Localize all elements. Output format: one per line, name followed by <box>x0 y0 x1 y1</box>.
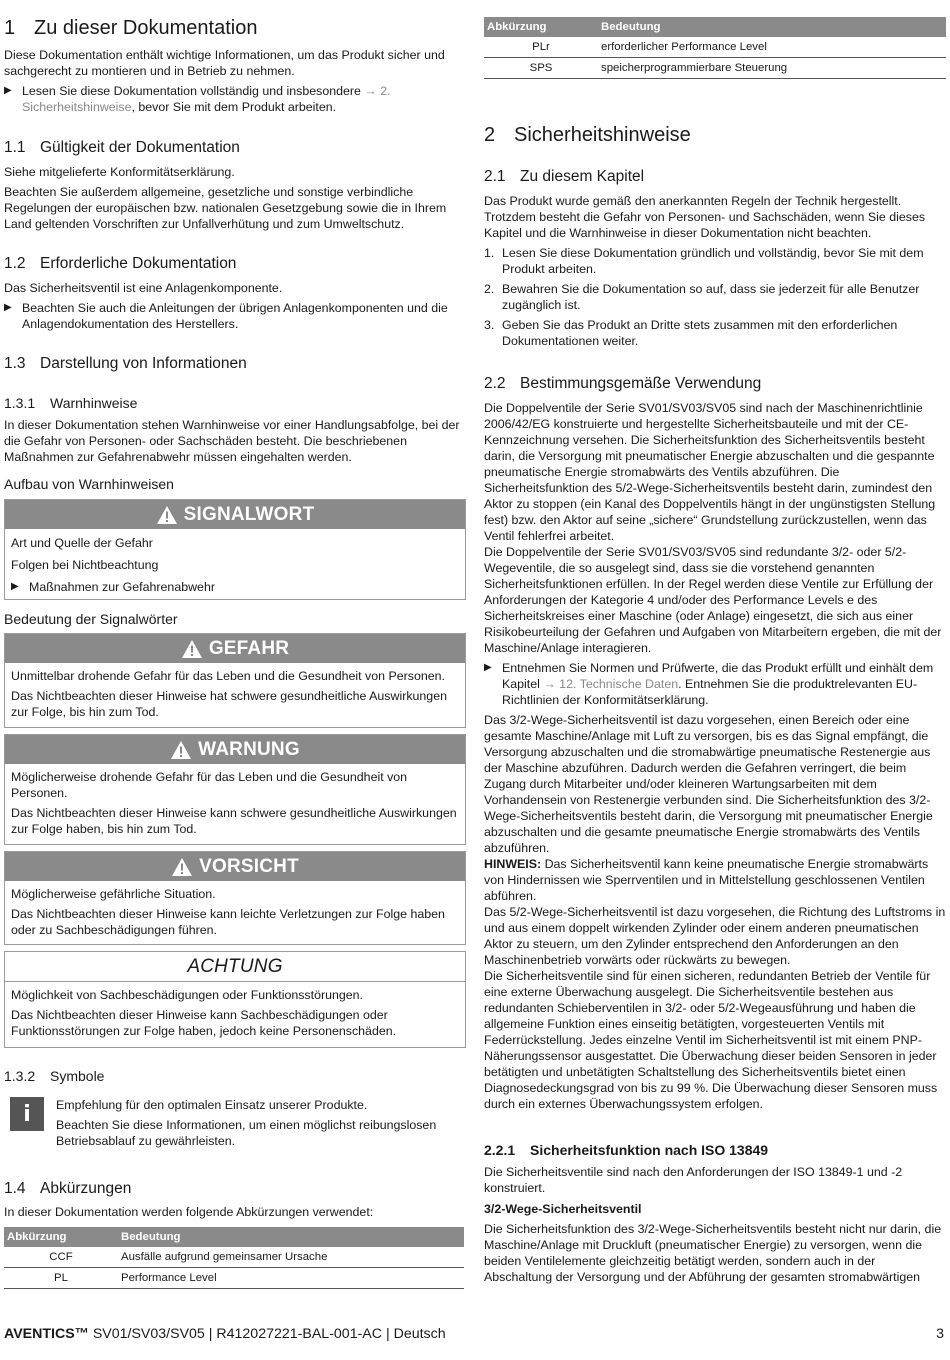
heading-1-4 <box>4 1179 466 1199</box>
heading-number: 1.3.2 <box>4 1068 36 1084</box>
heading-number: 1.3.1 <box>4 395 36 411</box>
notice-box <box>4 951 466 1048</box>
heading-2 <box>484 123 691 147</box>
table-row <box>484 37 946 58</box>
section-1-1 <box>4 138 466 232</box>
paragraph: Das Sicherheitsventil ist eine Anlagenkomponente. <box>4 281 283 295</box>
info-icon <box>10 1097 44 1131</box>
section-1 <box>4 16 466 115</box>
bullet-text: Lesen Sie diese Dokumentation vollständig und insbesondere <box>22 84 365 98</box>
caution-box <box>4 851 466 945</box>
heading-1-3 <box>4 354 466 374</box>
paragraph: Beachten Sie außerdem allgemeine, gesetzliche und sonstige verbindliche Regelungen der europäischen bzw. nationalen Gesetzgebung sowie die in Ihrem Land geltenden Vorschriften zur Unfallverhütung und zum Umweltschutz. <box>4 185 447 231</box>
bullet-text: . Entnehmen Sie die produktrelevanten EU-Richtlinien der Konformitätserklärung. <box>502 677 918 707</box>
warning-header <box>5 735 465 764</box>
hazard-source-text: Art und Quelle der Gefahr <box>11 536 153 550</box>
signal-word: VORSICHT <box>199 855 299 877</box>
column-header: Bedeutung <box>118 1227 464 1247</box>
section-2-1 <box>484 167 946 353</box>
brand-name: AVENTICS™ <box>4 1326 89 1342</box>
column-header: Bedeutung <box>598 17 946 37</box>
paragraph: In dieser Dokumentation werden folgende Abkürzungen verwendet: <box>4 1205 374 1219</box>
bullet-item <box>4 83 466 115</box>
heading-2-2 <box>484 374 946 394</box>
consequence-text: Folgen bei Nichtbeachtung <box>11 558 159 572</box>
paragraph: Die Doppelventile der Serie SV01/SV03/SV05 sind nach der Maschinenrichtlinie 2006/42/EG konstruierte und hergestellte Sicherheitsbauteile und mit der CE-Kennzeichnung versehen. Die Sicherheitsfunktion des Sicherheitsventils besteht darin, die Versorgung mit pneumatischer Energie abzuschalten und die gespannte pneumatische Energie stromabwärts des Ventils abzuführen. Die Sicherheitsfunktion des 5/2-Wege-Sicherheitsventils besteht darin, zumindest den Aktor zu stoppen (ein Kanal des Doppelventils hängt in der ungünstigsten Stellung fest) bzw. den Aktor auf seine „sichere“ Grundstellung zurückzustellen, wenn das Ventil fehlerfrei arbeitet. <box>484 401 936 543</box>
warning-structure-box <box>4 499 466 600</box>
heading-number: 2.2 <box>484 375 506 392</box>
triangle-bullet-icon: ▶ <box>11 581 19 592</box>
table-cell: erforderlicher Performance Level <box>598 37 946 58</box>
warning-box <box>4 734 466 845</box>
heading-title: Symbole <box>50 1068 105 1084</box>
paragraph: Das Nichtbeachten dieser Hinweise kann leichte Verletzungen zur Folge haben oder zu Sachbeschädigungen führen. <box>11 907 445 937</box>
triangle-bullet-icon: ▶ <box>484 662 492 673</box>
heading-title: Zu dieser Dokumentation <box>34 17 258 39</box>
subheading: Bedeutung der Signalwörter <box>4 611 178 627</box>
heading-title: Abkürzungen <box>40 1180 132 1197</box>
page-number: 3 <box>936 1326 944 1342</box>
heading-number: 1.1 <box>4 139 26 156</box>
heading-title: Zu diesem Kapitel <box>520 168 645 185</box>
note-label: HINWEIS: <box>484 857 542 871</box>
heading-number: 1.3 <box>4 355 26 372</box>
paragraph: Möglichkeit von Sachbeschädigungen oder Funktionsstörungen. <box>11 988 363 1002</box>
cross-reference-link[interactable]: → 2. Sicherheitshinweise <box>22 84 391 114</box>
abbreviations-table-2 <box>484 17 946 79</box>
triangle-bullet-icon: ▶ <box>4 302 12 313</box>
heading-title: Sicherheitsfunktion nach ISO 13849 <box>530 1142 769 1158</box>
warning-triangle-icon <box>171 857 193 877</box>
subheading: Aufbau von Warnhinweisen <box>4 476 174 492</box>
paragraph: Unmittelbar drohende Gefahr für das Leben und die Gesundheit von Personen. <box>11 669 445 683</box>
paragraph: Das 5/2-Wege-Sicherheitsventil ist dazu vorgesehen, die Richtung des Luftstroms in und aus einem doppelt wirkenden Zylinder oder einem anderen pneumatischen Aktor zu steuern, um den Zylinder entsprechend den Anforderungen an den Maschinenbetrieb vorwärts oder rückwärts zu bewegen. <box>484 905 946 967</box>
heading-1-1 <box>4 138 466 158</box>
list-number: 2. <box>484 282 495 296</box>
note-text: Das Sicherheitsventil kann keine pneumatische Energie stromabwärts von Hindernissen wie Sperrventilen und in Mittelstellung geschlossenen Ventilen abführen. <box>484 857 929 903</box>
table-cell: PL <box>4 1268 118 1289</box>
section-1-3-2 <box>4 1067 466 1085</box>
page-footer <box>4 1326 946 1342</box>
table-row <box>4 1268 464 1289</box>
list-item <box>484 245 946 277</box>
signal-word-header <box>5 500 465 529</box>
list-text: Geben Sie das Produkt an Dritte stets zusammen mit den erforderlichen Dokumentationen weiter. <box>502 318 898 348</box>
section-1-4 <box>4 1179 466 1220</box>
signal-word: WARNUNG <box>198 738 300 760</box>
section-2-2-1 <box>484 1141 946 1285</box>
heading-1-3-1 <box>4 394 466 412</box>
paragraph: Die Doppelventile der Serie SV01/SV03/SV05 sind redundante 3/2- oder 5/2-Wegeventile, die so ausgelegt sind, dass sie die vorstehend genannten Sicherheitsfunktionen erfüllen. In der Regel werden diese Ventile zur Erfüllung der Anforderungen der Kategorie 4 und/oder des Performance Levels e des Sicherheitskreises einer Maschine (oder Anlage) eingesetzt, die sich aus einer Risikobeurteilung der Gefahren und Aufgaben von Mitarbeitern ergeben, die mit der Maschine/Anlage interagieren. <box>484 545 942 655</box>
triangle-bullet-icon: ▶ <box>4 85 12 96</box>
heading-number: 2 <box>484 124 496 146</box>
paragraph: Das 3/2-Wege-Sicherheitsventil ist dazu vorgesehen, einen Bereich oder eine gesamte Maschine/Anlage mit Luft zu versorgen, bis es das Signal empfängt, die Versorgung abzuschalten und die stromabwärtige pneumatische Restenergie aus der Maschine abzuführen. Dadurch werden die Gefahren verringert, die beim Zugang durch Mitarbeiter und/oder kleineren Wartungsarbeiten mit dem Vorhandensein von Restenergie verbunden sind. Die Sicherheitsfunktion des 3/2-Wege-Sicherheitsventils besteht darin, die Versorgung mit pneumatischer Energie abzuschalten und die gesamte pneumatische Energie stromabwärts des Ventils abzuführen. <box>484 713 933 855</box>
bullet-text: Entnehmen Sie Normen und Prüfwerte, die das Produkt erfüllt und einhält dem Kapitel <box>502 661 934 691</box>
warning-triangle-icon <box>170 740 192 760</box>
list-number: 3. <box>484 318 495 332</box>
subheading: 3/2-Wege-Sicherheitsventil <box>484 1202 642 1216</box>
paragraph: Das Nichtbeachten dieser Hinweise kann Sachbeschädigungen oder Funktionsstörungen zur Folge haben, jedoch keine Personenschäden. <box>11 1008 397 1038</box>
section-1-3 <box>4 354 466 374</box>
heading-title: Bestimmungsgemäße Verwendung <box>520 375 762 392</box>
column-header: Abkürzung <box>4 1227 118 1247</box>
cross-reference-link[interactable]: → 12. Technische Daten <box>543 677 679 691</box>
table-header-row <box>484 17 946 37</box>
heading-number: 1.2 <box>4 255 26 272</box>
paragraph: Diese Dokumentation enthält wichtige Informationen, um das Produkt sicher und sachgerecht zu montieren und in Betrieb zu nehmen. <box>4 48 445 78</box>
note-paragraph <box>484 856 946 904</box>
signal-word: GEFAHR <box>208 637 290 659</box>
paragraph: Die Sicherheitsventile sind für einen sicheren, redundanten Betrieb der Ventile für eine externe Überwachung ausgelegt. Die Sicherheitsventile bestehen aus redundanten Schieberventilen in 3/2- oder 5/2-Wegeausführung und haben die allgemeine Funktion eines einseitig betätigten, vorgesteuerten Ventils mit Federrückstellung. Jedes einzelne Ventil im Sicherheitsventil ist mit einem PNP-Näherungssensor ausgestattet. Die Überwachung dieser beiden Sensoren in jeder betätigten und unbetätigten Schaltstellung des Sicherheitsventils bietet einen Diagnosedeckungsgrad von bis zu 99 %. Die Überwachung dieser Sensoren muss durch ein externes Überwachungssystem erfolgen. <box>484 969 938 1111</box>
bullet-text: Beachten Sie auch die Anleitungen der übrigen Anlagenkomponenten und die Anlagendokumentation des Herstellers. <box>22 301 448 331</box>
section-1-2 <box>4 254 466 332</box>
bullet-text: Maßnahmen zur Gefahrenabwehr <box>29 580 215 594</box>
paragraph: In dieser Dokumentation stehen Warnhinweise vor einer Handlungsabfolge, bei der die Gefahr von Personen- oder Sachschäden besteht. Die beschriebenen Maßnahmen zur Gefahrenabwehr müssen eingehalten werden. <box>4 418 460 464</box>
paragraph: Das Nichtbeachten dieser Hinweise kann schwere gesundheitliche Auswirkungen zur Folge haben, bis hin zum Tod. <box>11 806 457 836</box>
paragraph: Empfehlung für den optimalen Einsatz unserer Produkte. <box>56 1098 368 1112</box>
list-text: Lesen Sie diese Dokumentation gründlich und vollständig, bevor Sie mit dem Produkt arbeiten. <box>502 246 924 276</box>
heading-number: 1.4 <box>4 1180 26 1197</box>
table-cell: SPS <box>484 58 598 79</box>
heading-number: 1 <box>4 17 16 39</box>
table-cell: Ausfälle aufgrund gemeinsamer Ursache <box>118 1247 464 1268</box>
heading-2-2-1 <box>484 1141 946 1159</box>
heading-2-1 <box>484 167 946 187</box>
bullet-item <box>11 579 459 595</box>
list-item <box>484 281 946 313</box>
paragraph: Siehe mitgelieferte Konformitätserklärung. <box>4 165 235 179</box>
heading-1-3-2 <box>4 1067 466 1085</box>
section-2-2 <box>484 374 946 1112</box>
list-number: 1. <box>484 246 495 260</box>
list-item <box>484 317 946 349</box>
table-row <box>4 1247 464 1268</box>
paragraph: Die Sicherheitsventile sind nach den Anforderungen der ISO 13849-1 und -2 konstruiert. <box>484 1165 903 1195</box>
paragraph: Beachten Sie diese Informationen, um einen möglichst reibungslosen Betriebsablauf zu gewährleisten. <box>56 1118 437 1148</box>
table-cell: PLr <box>484 37 598 58</box>
list-text: Bewahren Sie die Dokumentation so auf, dass sie jederzeit für alle Benutzer zugänglich ist. <box>502 282 920 312</box>
paragraph: Das Nichtbeachten dieser Hinweise hat schwere gesundheitliche Auswirkungen zur Folge, bis hin zum Tod. <box>11 689 447 719</box>
heading-title: Darstellung von Informationen <box>40 355 247 372</box>
bullet-item <box>484 660 946 708</box>
column-header: Abkürzung <box>484 17 598 37</box>
table-cell: Performance Level <box>118 1268 464 1289</box>
danger-header <box>5 634 465 663</box>
numbered-list <box>484 245 946 349</box>
heading-title: Erforderliche Dokumentation <box>40 255 237 272</box>
table-cell: CCF <box>4 1247 118 1268</box>
bullet-item <box>4 300 466 332</box>
info-icon-glyph: i <box>23 1101 31 1127</box>
signal-word: ACHTUNG <box>187 955 283 977</box>
heading-title: Sicherheitshinweise <box>514 124 691 146</box>
table-row <box>484 58 946 79</box>
danger-box <box>4 633 466 728</box>
paragraph: Möglicherweise drohende Gefahr für das Leben und die Gesundheit von Personen. <box>11 770 408 800</box>
table-header-row <box>4 1227 464 1247</box>
heading-1 <box>4 16 466 40</box>
caution-header <box>5 852 465 881</box>
paragraph: Die Sicherheitsfunktion des 3/2-Wege-Sicherheitsventils besteht nicht nur darin, die Maschine/Anlage mit Druckluft (pneumatischer Energie) zu versorgen, wenn die beiden Ventilelemente gleichzeitig betätigt werden, sondern auch in der Abschaltung der Versorgung und der Abführung der gesamten stromabwärtigen <box>484 1222 942 1284</box>
heading-number: 2.1 <box>484 168 506 185</box>
table-cell: speicherprogrammierbare Steuerung <box>598 58 946 79</box>
paragraph: Das Produkt wurde gemäß den anerkannten Regeln der Technik hergestellt. Trotzdem besteht die Gefahr von Personen- und Sachschäden, wenn Sie dieses Kapitel und die Warnhinweise in dieser Dokumentation nicht beachten. <box>484 194 926 240</box>
heading-title: Warnhinweise <box>50 395 138 411</box>
section-1-3-1 <box>4 394 466 493</box>
heading-number: 2.2.1 <box>484 1142 516 1158</box>
document-id: SV01/SV03/SV05 | R412027221-BAL-001-AC | Deutsch <box>88 1326 446 1342</box>
warning-triangle-icon <box>156 505 178 525</box>
notice-header <box>5 952 465 982</box>
paragraph: Möglicherweise gefährliche Situation. <box>11 887 216 901</box>
symbol-description <box>56 1097 466 1149</box>
heading-title: Gültigkeit der Dokumentation <box>40 139 240 156</box>
warning-triangle-icon <box>181 639 203 659</box>
bullet-text: , bevor Sie mit dem Produkt arbeiten. <box>131 100 337 114</box>
heading-1-2 <box>4 254 466 274</box>
signal-word: SIGNALWORT <box>183 503 315 525</box>
abbreviations-table-1 <box>4 1227 464 1289</box>
